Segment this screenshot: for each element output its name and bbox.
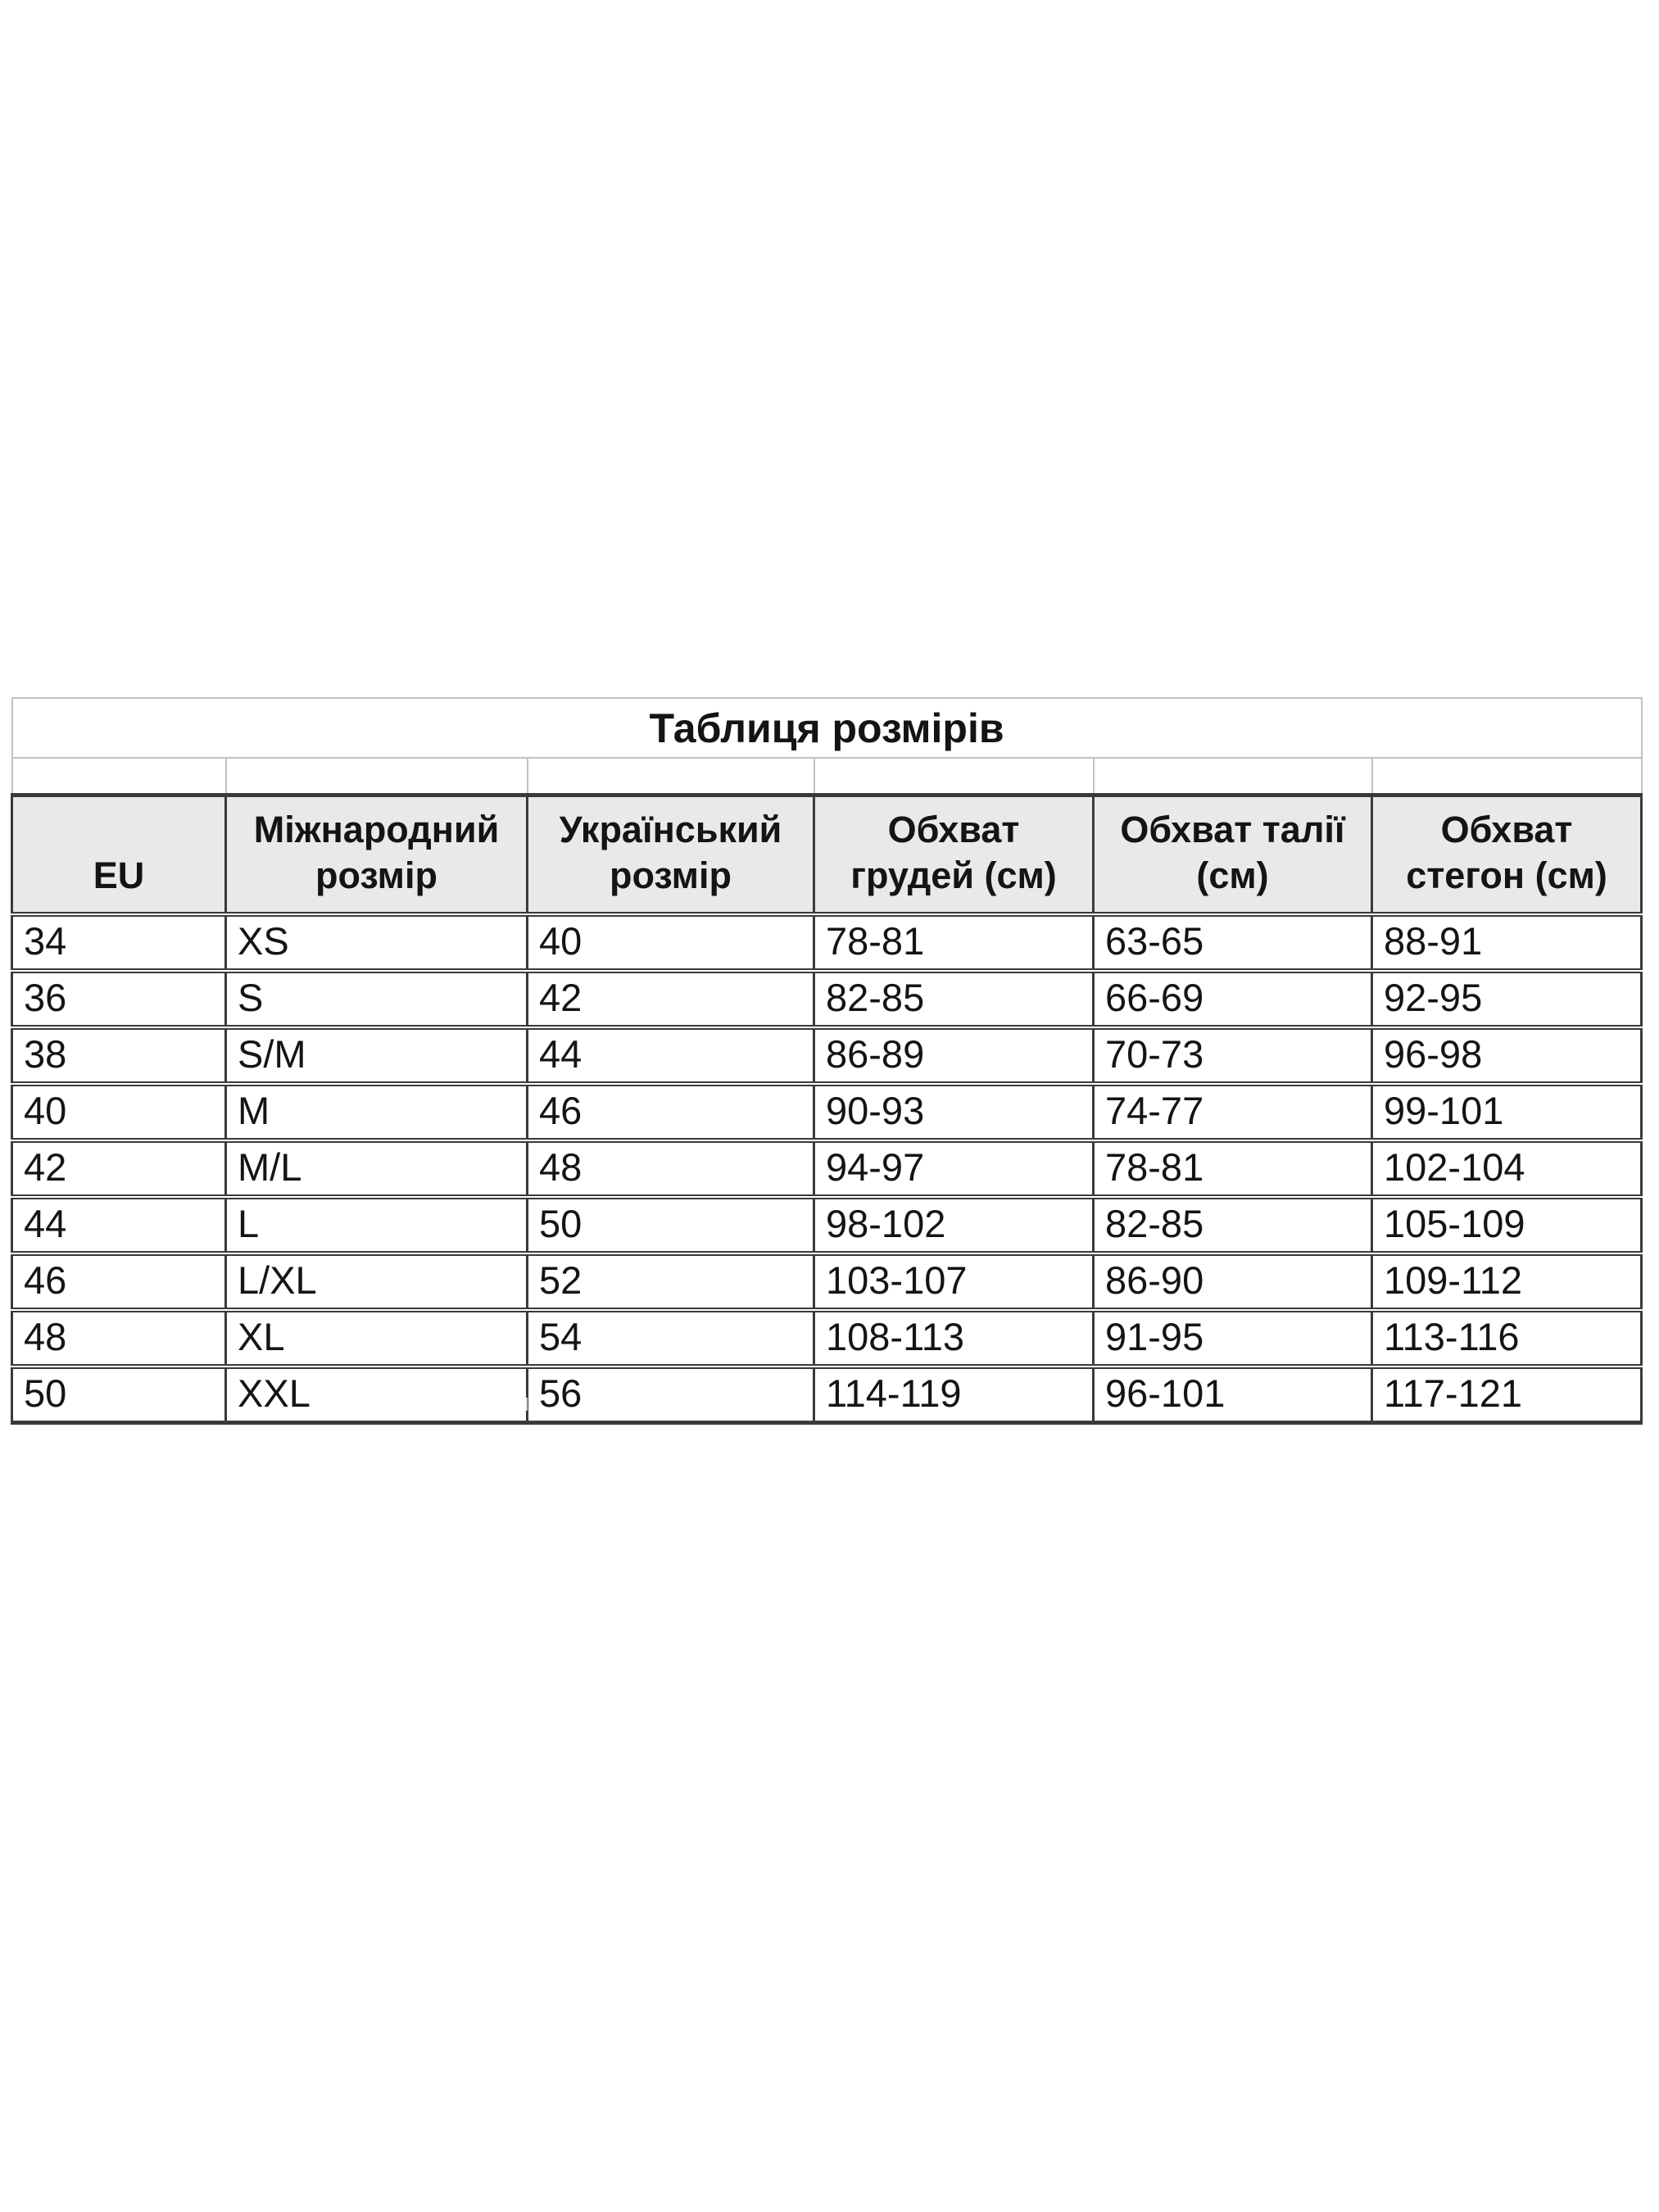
table-row — [12, 971, 1642, 1027]
cell-waist: 63-65 — [1094, 914, 1372, 971]
cell-waist: 66-69 — [1094, 971, 1372, 1027]
table-row — [12, 1197, 1642, 1253]
cell-eu: 46 — [12, 1253, 226, 1310]
spacer-cell — [814, 758, 1094, 796]
spacer-cell — [1372, 758, 1642, 796]
header-line: Обхват — [887, 809, 1020, 850]
cell-hips: 117-121 — [1372, 1367, 1642, 1423]
cell-hips: 92-95 — [1372, 971, 1642, 1027]
header-row — [12, 796, 1642, 914]
cell-hips: 105-109 — [1372, 1197, 1642, 1253]
cell-international: S/M — [226, 1027, 528, 1084]
cell-chest: 103-107 — [814, 1253, 1094, 1310]
spacer-cell — [226, 758, 528, 796]
cell-waist: 91-95 — [1094, 1310, 1372, 1367]
cell-waist: 78-81 — [1094, 1140, 1372, 1197]
cell-international: S — [226, 971, 528, 1027]
cell-eu: 42 — [12, 1140, 226, 1197]
cell-ukrainian: 52 — [528, 1253, 814, 1310]
cell-ukrainian: 42 — [528, 971, 814, 1027]
header-line: розмір — [610, 854, 732, 896]
table-row — [12, 1027, 1642, 1084]
cell-hips: 113-116 — [1372, 1310, 1642, 1367]
table-row — [12, 1253, 1642, 1310]
cell-chest: 94-97 — [814, 1140, 1094, 1197]
cell-eu: 40 — [12, 1084, 226, 1140]
cell-chest: 114-119 — [814, 1367, 1094, 1423]
cell-waist: 82-85 — [1094, 1197, 1372, 1253]
cell-international: M — [226, 1084, 528, 1140]
cell-hips: 88-91 — [1372, 914, 1642, 971]
table-title: Таблиця розмірів — [12, 698, 1642, 758]
cell-ukrainian: 50 — [528, 1197, 814, 1253]
cell-hips: 109-112 — [1372, 1253, 1642, 1310]
header-line: Обхват — [1440, 809, 1573, 850]
header-line: (см) — [1196, 854, 1269, 896]
cell-ukrainian: 48 — [528, 1140, 814, 1197]
cell-eu: 50 — [12, 1367, 226, 1423]
cell-international: L/XL — [226, 1253, 528, 1310]
table-row — [12, 1310, 1642, 1367]
header-line: грудей (см) — [850, 854, 1057, 896]
cell-eu: 44 — [12, 1197, 226, 1253]
cell-chest: 108-113 — [814, 1310, 1094, 1367]
cell-eu: 38 — [12, 1027, 226, 1084]
column-header-eu — [12, 796, 226, 914]
header-line: розмір — [315, 854, 437, 896]
cell-waist: 70-73 — [1094, 1027, 1372, 1084]
table-row — [12, 914, 1642, 971]
header-line: Обхват талії — [1120, 809, 1345, 850]
cell-chest: 86-89 — [814, 1027, 1094, 1084]
cell-ukrainian: 44 — [528, 1027, 814, 1084]
cell-international: L — [226, 1197, 528, 1253]
cell-chest: 98-102 — [814, 1197, 1094, 1253]
cell-waist: 96-101 — [1094, 1367, 1372, 1423]
cell-chest: 82-85 — [814, 971, 1094, 1027]
cell-ukrainian: 40 — [528, 914, 814, 971]
table-row — [12, 1367, 1642, 1423]
cell-chest: 90-93 — [814, 1084, 1094, 1140]
table-row — [12, 1084, 1642, 1140]
column-header-waist — [1094, 796, 1372, 914]
table-title-row — [12, 698, 1642, 758]
spacer-row — [12, 758, 1642, 796]
size-table — [11, 697, 1643, 1425]
cell-international: M/L — [226, 1140, 528, 1197]
column-header-international-size — [226, 796, 528, 914]
column-header-chest — [814, 796, 1094, 914]
column-header-hips — [1372, 796, 1642, 914]
cell-waist: 74-77 — [1094, 1084, 1372, 1140]
table-row — [12, 1140, 1642, 1197]
header-line: стегон (см) — [1406, 854, 1607, 896]
cell-waist: 86-90 — [1094, 1253, 1372, 1310]
cell-ukrainian: 46 — [528, 1084, 814, 1140]
spacer-cell — [528, 758, 814, 796]
cell-eu: 36 — [12, 971, 226, 1027]
cell-eu: 34 — [12, 914, 226, 971]
column-header-ukrainian-size — [528, 796, 814, 914]
cell-ukrainian: 56 — [528, 1367, 814, 1423]
size-table-container — [11, 697, 1640, 1425]
gridline-stub — [526, 1398, 528, 1411]
cell-ukrainian: 54 — [528, 1310, 814, 1367]
cell-eu: 48 — [12, 1310, 226, 1367]
header-line: EU — [93, 854, 145, 896]
cell-international: XXL — [226, 1367, 528, 1423]
header-line: Український — [559, 809, 782, 850]
cell-hips: 96-98 — [1372, 1027, 1642, 1084]
spacer-cell — [12, 758, 226, 796]
header-line: Міжнародний — [253, 809, 500, 850]
cell-international: XL — [226, 1310, 528, 1367]
cell-hips: 102-104 — [1372, 1140, 1642, 1197]
spacer-cell — [1094, 758, 1372, 796]
cell-hips: 99-101 — [1372, 1084, 1642, 1140]
cell-chest: 78-81 — [814, 914, 1094, 971]
cell-international: XS — [226, 914, 528, 971]
